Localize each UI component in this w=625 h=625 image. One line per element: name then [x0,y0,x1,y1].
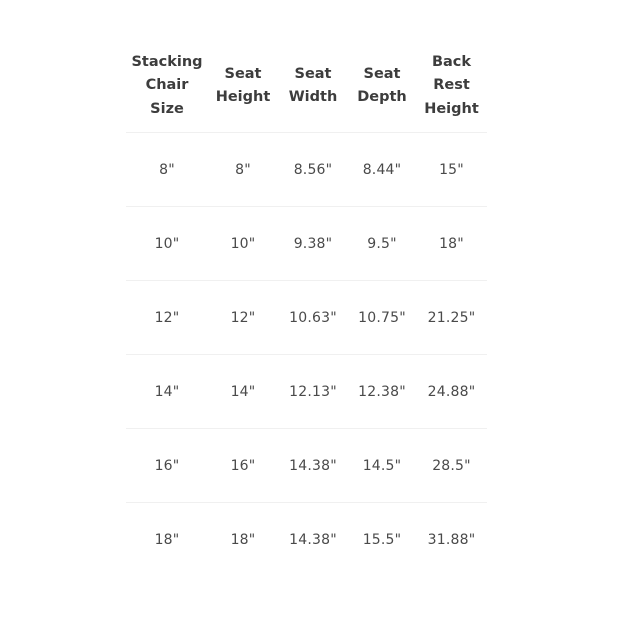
header-line: Back [431,53,472,70]
cell-seat-depth: 10.75" [348,281,416,355]
cell-seat-width: 10.63" [278,281,348,355]
cell-seat-width: 12.13" [278,355,348,429]
header-line: Height [215,89,271,105]
cell-seat-height: 18" [230,531,256,548]
cell-seat-height: 16" [208,429,278,503]
header-line: Size [150,100,184,117]
cell-seat-depth: 12.38" [348,355,416,429]
header-row [126,40,487,133]
cell-seat-height: 10" [208,207,278,281]
cell-back-rest-height: 21.25" [416,281,487,355]
header-line: Seat [363,65,401,82]
header-back-rest-height [416,40,487,133]
cell-seat-height: 14" [208,355,278,429]
size-chart-table [126,40,487,576]
cell-chair-size: 10" [126,207,208,281]
cell-back-rest-height: 31.88" [427,531,476,548]
cell-back-rest-height: 18" [416,207,487,281]
header-line: Stacking [131,53,203,70]
header-stacking-chair-size [126,40,208,133]
cell-seat-depth: 14.5" [348,429,416,503]
header-line: Depth [357,89,407,105]
header-line: Seat [224,65,262,82]
table-row [126,133,487,207]
header-seat-depth [348,40,416,133]
table-row [126,355,487,429]
table-row [126,503,487,577]
cell-chair-size: 16" [126,429,208,503]
header-line: Height [424,100,479,117]
cell-seat-width: 14.38" [278,429,348,503]
cell-chair-size: 8" [126,133,208,207]
cell-back-rest-height: 28.5" [416,429,487,503]
cell-chair-size: 18" [154,531,180,548]
cell-back-rest-height: 15" [416,133,487,207]
header-line: Rest [433,77,470,94]
cell-seat-width: 14.38" [289,531,337,548]
cell-seat-depth: 8.44" [348,133,416,207]
cell-seat-width: 8.56" [278,133,348,207]
table-row [126,429,487,503]
header-line: Chair [145,77,189,94]
size-chart [126,40,487,576]
cell-seat-depth: 15.5" [362,531,402,548]
header-seat-height [208,40,278,133]
cell-back-rest-height: 24.88" [416,355,487,429]
table-row [126,207,487,281]
cell-seat-width: 9.38" [278,207,348,281]
header-line: Width [288,89,338,105]
cell-seat-height: 12" [208,281,278,355]
cell-chair-size: 12" [126,281,208,355]
header-line: Seat [294,65,332,82]
cell-seat-depth: 9.5" [348,207,416,281]
header-seat-width [278,40,348,133]
cell-chair-size: 14" [126,355,208,429]
cell-seat-height: 8" [208,133,278,207]
table-row [126,281,487,355]
